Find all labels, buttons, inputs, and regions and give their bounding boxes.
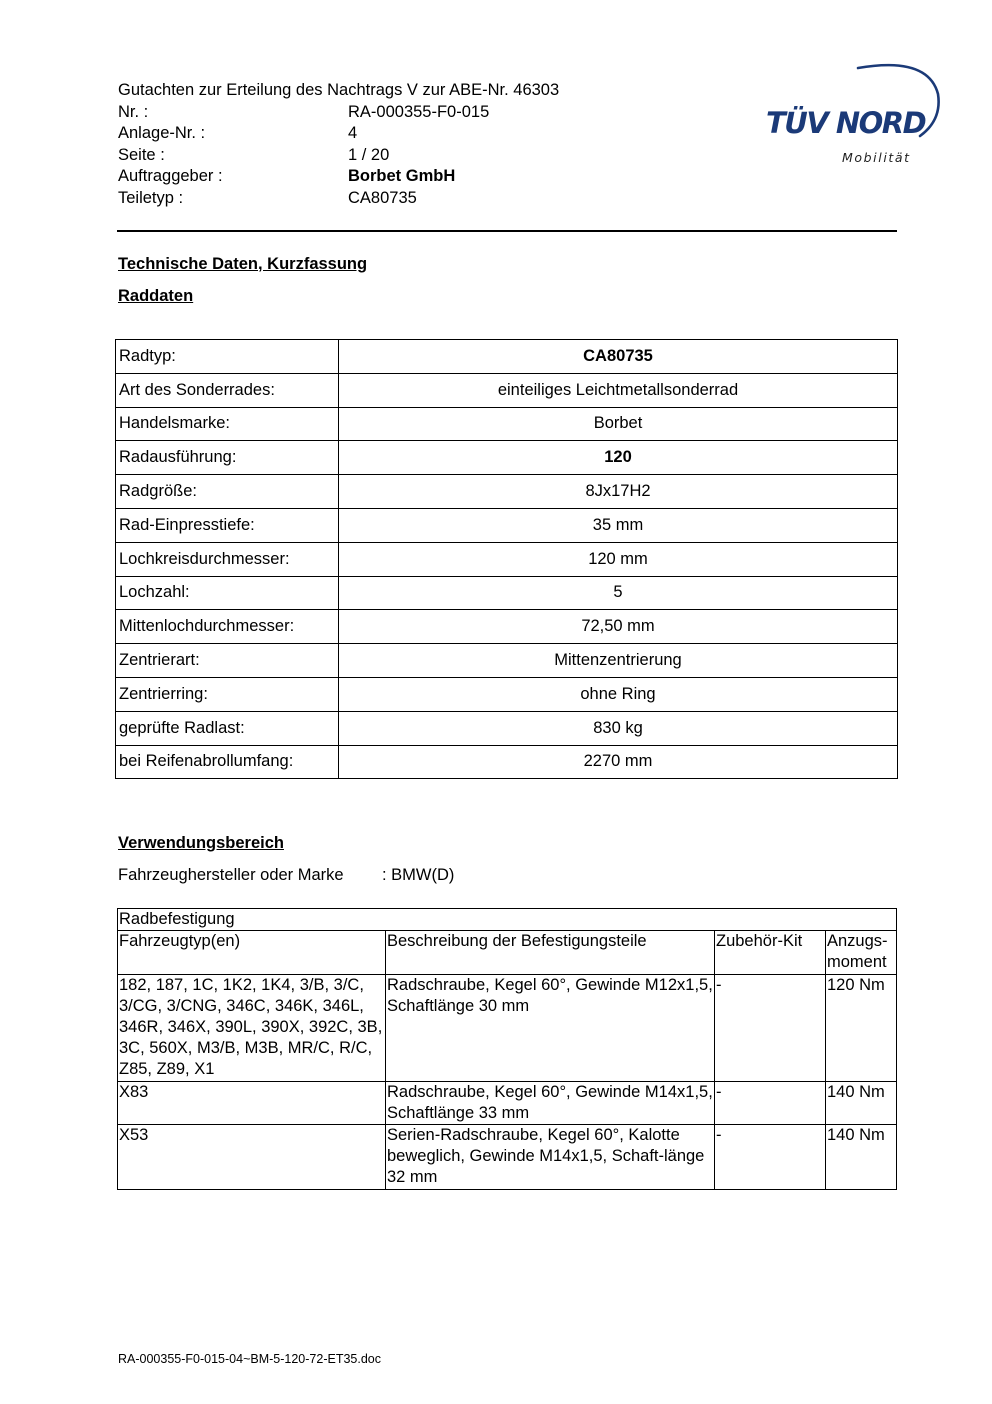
logo-sub: Mobilität [842, 150, 911, 165]
wheel-heading: Raddaten [118, 287, 194, 305]
auftraggeber-value: Borbet GmbH [348, 167, 456, 185]
manufacturer-label: Fahrzeughersteller oder Marke [118, 866, 344, 884]
accessory-kit: - [715, 1081, 826, 1124]
header-row-auftraggeber [118, 166, 678, 188]
wheel-label: Lochzahl: [116, 576, 339, 610]
wheel-value: Borbet [339, 407, 898, 441]
teiletyp-value: CA80735 [348, 188, 417, 207]
wheel-label: Handelsmarke: [116, 407, 339, 441]
wheel-value: 8Jx17H2 [339, 475, 898, 509]
technical-heading: Technische Daten, Kurzfassung [118, 255, 368, 273]
wheel-value: ohne Ring [339, 677, 898, 711]
header-divider [117, 230, 897, 232]
document-header [118, 80, 678, 209]
wheel-data-table [115, 339, 898, 779]
report-title: Gutachten zur Erteilung des Nachtrags V zur ABE-Nr. 46303 [118, 81, 560, 99]
wheel-value: CA80735 [339, 340, 898, 374]
header-row-teiletyp [118, 188, 678, 210]
fastener-description: Radschraube, Kegel 60°, Gewinde M12x1,5, Schaftlänge 30 mm [386, 974, 715, 1081]
wheel-value: 5 [339, 576, 898, 610]
usage-heading: Verwendungsbereich [118, 834, 284, 852]
fastener-description: Radschraube, Kegel 60°, Gewinde M14x1,5, Schaftlänge 33 mm [386, 1081, 715, 1124]
wheel-label: Radausführung: [116, 441, 339, 475]
table-row [118, 1125, 897, 1190]
table-row [116, 610, 898, 644]
tightening-torque: 140 Nm [826, 1081, 897, 1124]
mounting-table [117, 908, 897, 1190]
header-row-nr [118, 102, 678, 124]
wheel-label: geprüfte Radlast: [116, 711, 339, 745]
table-row [116, 542, 898, 576]
tuv-nord-logo [760, 58, 942, 170]
wheel-value: 72,50 mm [339, 610, 898, 644]
footer-filename: RA-000355-F0-015-04~BM-5-120-72-ET35.doc [118, 1352, 381, 1366]
table-row [116, 677, 898, 711]
nr-label: Nr. : [118, 102, 149, 121]
header-row-anlage [118, 123, 678, 145]
wheel-value: 120 mm [339, 542, 898, 576]
wheel-label: Zentrierart: [116, 644, 339, 678]
wheel-value: Mittenzentrierung [339, 644, 898, 678]
table-row [116, 373, 898, 407]
wheel-label: bei Reifenabrollumfang: [116, 745, 339, 779]
column-header: Beschreibung der Befestigungsteile [386, 931, 715, 974]
header-row-seite [118, 145, 678, 167]
auftraggeber-label: Auftraggeber : [118, 167, 223, 185]
manufacturer-line [118, 866, 454, 885]
table-row [116, 644, 898, 678]
anlage-label: Anlage-Nr. : [118, 124, 206, 142]
teiletyp-label: Teiletyp : [118, 188, 184, 207]
vehicle-types: 182, 187, 1C, 1K2, 1K4, 3/B, 3/C, 3/CG, 3/CNG, 346C, 346K, 346L, 346R, 346X, 390L, 390X, 392C, 3B, 3C, 560X, M3/B, M3B, MR/C, R/C, Z85, Z89, X1 [118, 974, 386, 1081]
wheel-value: 2270 mm [339, 745, 898, 779]
column-header: Anzugs-moment [826, 931, 897, 974]
wheel-label: Art des Sonderrades: [116, 373, 339, 407]
mounting-caption: Radbefestigung [118, 909, 897, 931]
wheel-label: Mittenlochdurchmesser: [116, 610, 339, 644]
tightening-torque: 120 Nm [826, 974, 897, 1081]
table-row [116, 576, 898, 610]
wheel-value: 35 mm [339, 508, 898, 542]
tightening-torque: 140 Nm [826, 1125, 897, 1190]
seite-label: Seite : [118, 145, 165, 164]
wheel-label: Radgröße: [116, 475, 339, 509]
table-row [118, 974, 897, 1081]
wheel-label: Lochkreisdurchmesser: [116, 542, 339, 576]
column-header: Fahrzeugtyp(en) [118, 931, 386, 974]
wheel-value: 120 [339, 441, 898, 475]
vehicle-types: X83 [118, 1081, 386, 1124]
table-row [116, 745, 898, 779]
wheel-label: Radtyp: [116, 340, 339, 374]
accessory-kit: - [715, 1125, 826, 1190]
table-row [116, 340, 898, 374]
accessory-kit: - [715, 974, 826, 1081]
table-row [116, 711, 898, 745]
wheel-value: 830 kg [339, 711, 898, 745]
seite-value: 1 / 20 [348, 145, 390, 164]
table-header-row [118, 931, 897, 974]
wheel-label: Zentrierring: [116, 677, 339, 711]
fastener-description: Serien-Radschraube, Kegel 60°, Kalotte beweglich, Gewinde M14x1,5, Schaft-länge 32 mm [386, 1125, 715, 1190]
anlage-value: 4 [348, 124, 358, 142]
table-row [116, 407, 898, 441]
manufacturer-value: : BMW(D) [382, 866, 455, 884]
logo-brand: TÜV NORD [766, 106, 926, 140]
wheel-label: Rad-Einpresstiefe: [116, 508, 339, 542]
nr-value: RA-000355-F0-015 [348, 102, 490, 121]
column-header: Zubehör-Kit [715, 931, 826, 974]
wheel-value: einteiliges Leichtmetallsonderrad [339, 373, 898, 407]
table-row [116, 508, 898, 542]
table-row [116, 475, 898, 509]
table-row [116, 441, 898, 475]
table-caption-row [118, 909, 897, 931]
table-row [118, 1081, 897, 1124]
vehicle-types: X53 [118, 1125, 386, 1190]
